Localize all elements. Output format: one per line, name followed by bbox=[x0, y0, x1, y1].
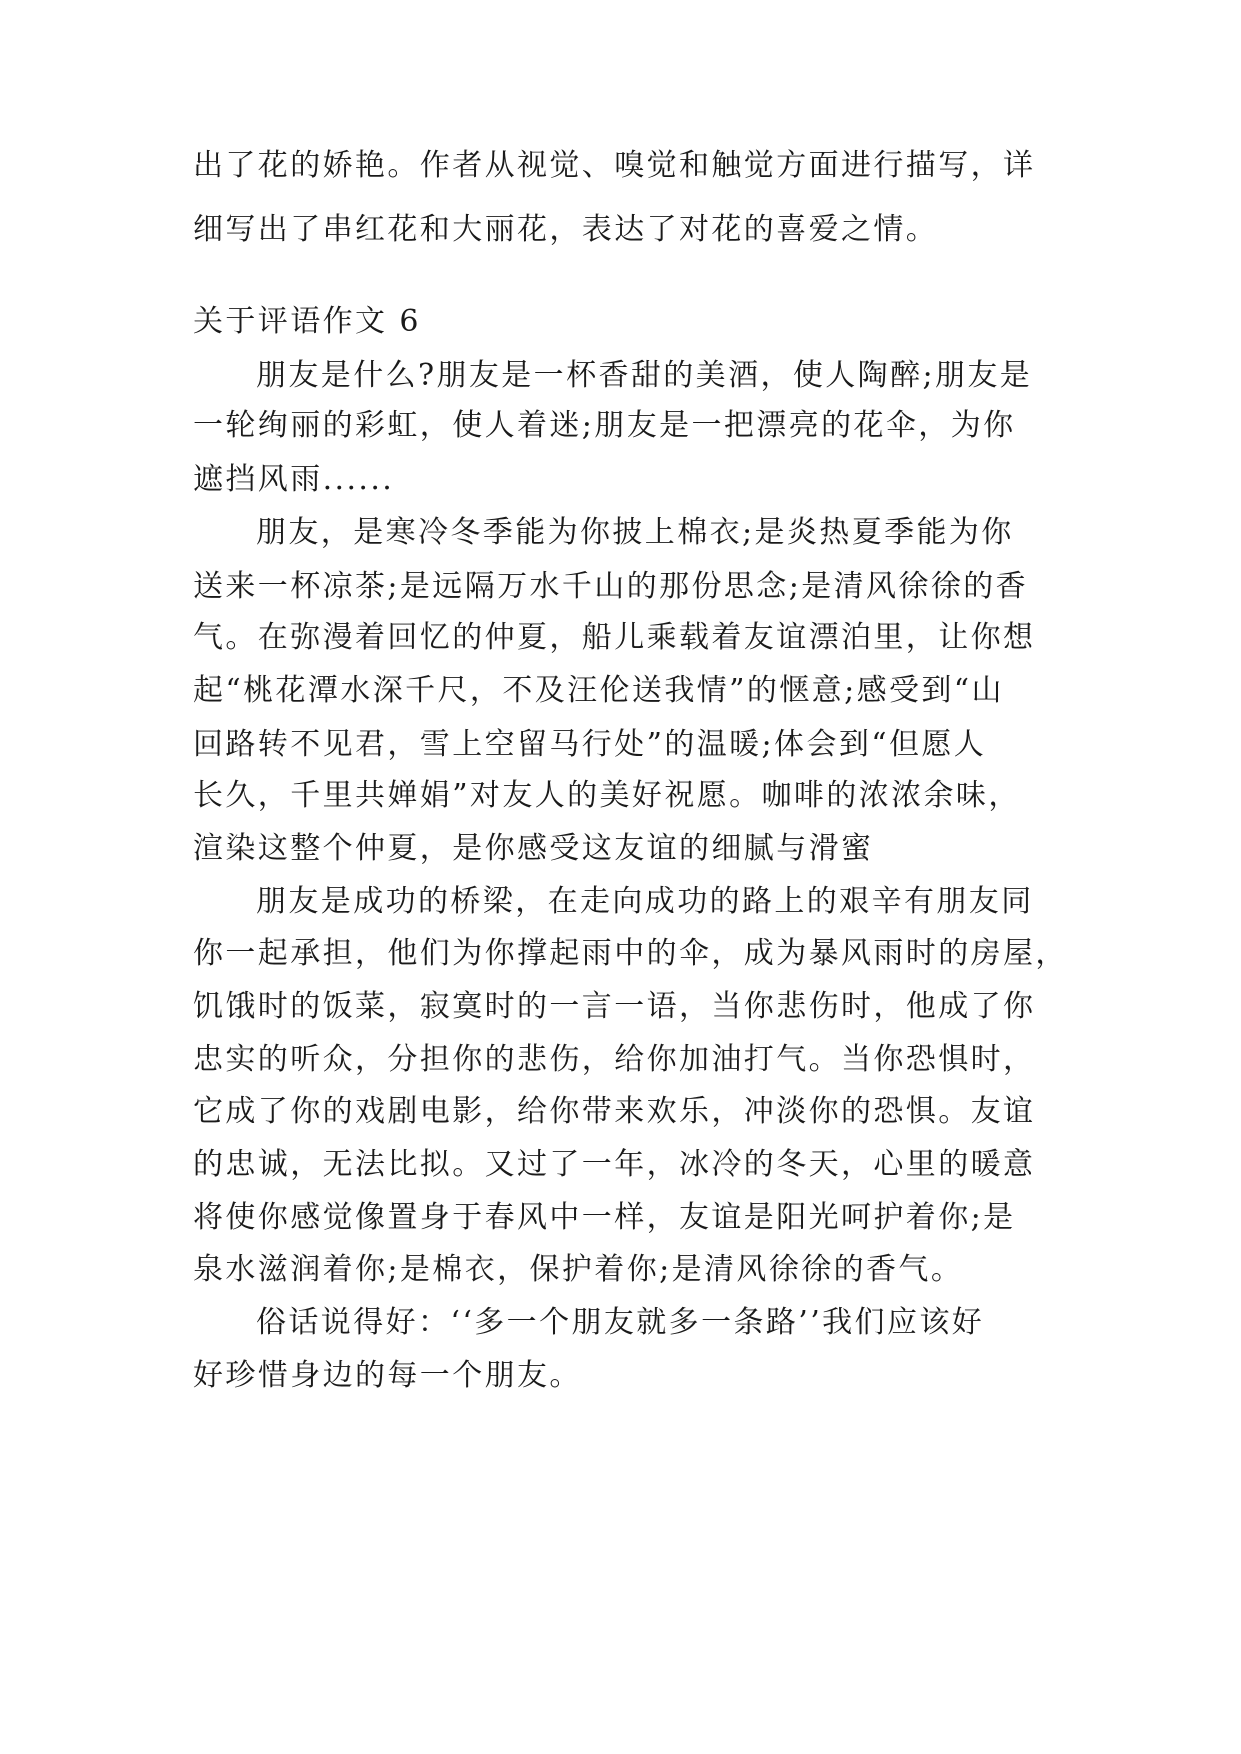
p4-line-2: 好珍惜身边的每一个朋友。 bbox=[193, 1358, 582, 1393]
intro-line-2: 细写出了串红花和大丽花，表达了对花的喜爱之情。 bbox=[193, 212, 939, 247]
p3-line-5: 它成了你的戏剧电影，给你带来欢乐，冲淡你的恐惧。友谊 bbox=[193, 1094, 1036, 1129]
p3-line-6: 的忠诚，无法比拟。又过了一年，冰冷的冬天，心里的暖意 bbox=[193, 1147, 1036, 1182]
p2-line-1: 朋友，是寒冷冬季能为你披上棉衣;是炎热夏季能为你 bbox=[256, 515, 1014, 550]
p1-line-2: 一轮绚丽的彩虹，使人着迷;朋友是一把漂亮的花伞，为你 bbox=[193, 408, 1016, 443]
p2-line-7: 渲染这整个仲夏，是你感受这友谊的细腻与滑蜜 bbox=[193, 831, 874, 866]
p3-line-4: 忠实的听众，分担你的悲伤，给你加油打气。当你恐惧时， bbox=[193, 1042, 1036, 1077]
p3-line-1: 朋友是成功的桥梁，在走向成功的路上的艰辛有朋友同 bbox=[256, 884, 1034, 919]
p2-line-6: 长久，千里共婵娟”对友人的美好祝愿。咖啡的浓浓余味， bbox=[193, 778, 1021, 813]
p3-line-2: 你一起承担，他们为你撑起雨中的伞，成为暴风雨时的房屋， bbox=[193, 936, 1068, 971]
p1-line-3: 遮挡风雨...... bbox=[193, 462, 395, 497]
p3-line-8: 泉水滋润着你;是棉衣，保护着你;是清风徐徐的香气。 bbox=[193, 1252, 964, 1287]
p3-line-7: 将使你感觉像置身于春风中一样，友谊是阳光呵护着你;是 bbox=[193, 1200, 1016, 1235]
section-heading: 关于评语作文 6 bbox=[193, 304, 421, 339]
p2-line-5: 回路转不见君，雪上空留马行处”的温暖;体会到“但愿人 bbox=[193, 727, 987, 762]
p2-line-2: 送来一杯凉茶;是远隔万水千山的那份思念;是清风徐徐的香 bbox=[193, 569, 1029, 604]
intro-line-1: 出了花的娇艳。作者从视觉、嗅觉和触觉方面进行描写，详 bbox=[193, 148, 1036, 183]
p3-line-3: 饥饿时的饭菜，寂寞时的一言一语，当你悲伤时，他成了你 bbox=[193, 989, 1036, 1024]
p1-line-1: 朋友是什么?朋友是一杯香甜的美酒，使人陶醉;朋友是 bbox=[256, 358, 1033, 393]
p2-line-3: 气。在弥漫着回忆的仲夏，船儿乘载着友谊漂泊里，让你想 bbox=[193, 620, 1036, 655]
p2-line-4: 起“桃花潭水深千尺，不及汪伦送我情”的惬意;感受到“山 bbox=[193, 673, 1004, 708]
p4-line-1: 俗话说得好：‘‘多一个朋友就多一条路’’我们应该好 bbox=[256, 1305, 985, 1340]
